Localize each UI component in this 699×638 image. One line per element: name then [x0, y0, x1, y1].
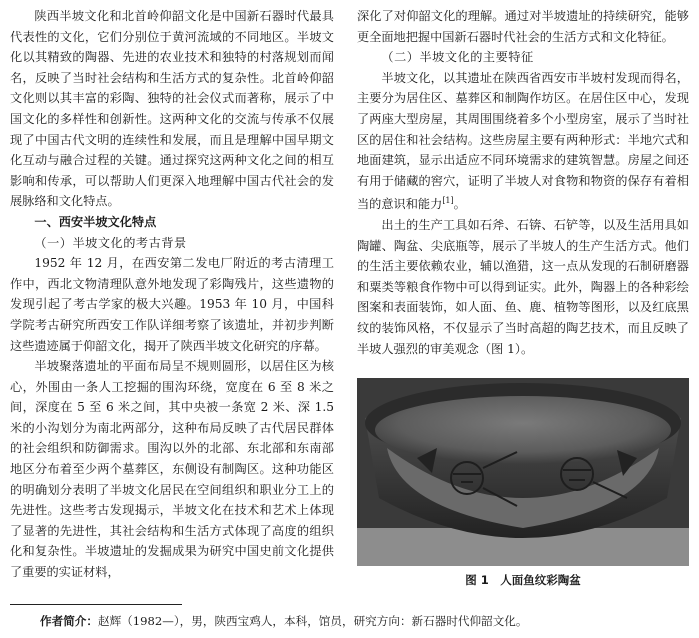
citation-ref[interactable]: [1] [442, 196, 454, 206]
subsection-heading-features: （二）半坡文化的主要特征 [381, 50, 534, 65]
painted-pottery-basin-image [357, 378, 689, 566]
figure-image [357, 378, 689, 566]
features-paragraph-1 [357, 68, 689, 215]
figure-caption: 图 1 人面鱼纹彩陶盆 [465, 573, 581, 587]
continuation-paragraph: 深化了对仰韶文化的理解。通过对半坡遗址的持续研究，能够更全面地把握中国新石器时代社会的生活方式和文化特征。 [357, 9, 689, 44]
right-column [357, 6, 689, 359]
intro-paragraph: 陕西半坡文化和北首岭仰韶文化是中国新石器时代最具代表性的文化，它们分别位于黄河流域的不同地区。半坡文化以其精致的陶器、先进的农业技术和独特的村落规划而闻名，反映了当时社会结构和生活方式的复杂性。北首岭仰韶文化则以其丰富的彩陶、独特的社会仪式而著称，展示了中国文化的多样性和创新性。这两种文化的交流与传承不仅展现了中国古代文明的连续性和发展，而且是理解中国早期文化互动与融合过程的关键。通过探究这两种文化之间的相互影响和传承，可以帮助人们更深入地理解中国古代社会的发展脉络和文化特点。 [10, 9, 334, 209]
footnote-rule [10, 604, 182, 605]
author-text: 赵辉（1982—），男，陕西宝鸡人，本科，馆员，研究方向：新石器时代仰韶文化。 [97, 614, 528, 628]
author-label: 作者简介： [40, 614, 98, 628]
background-paragraph-1: 1952 年 12 月，在西安第二发电厂附近的考古清理工作中，西北文物清理队意外地发现了彩陶残片，这些遗物的发现引起了考古学家的极大兴趣。1953 年 10 月，中国科学院考古研究所西安工作队详细考察了该遗址，并初步判断这些遗迹属于仰韶文化，揭开了陕西半坡文化研究的序幕。 [10, 256, 334, 353]
author-note [40, 613, 527, 629]
left-column [10, 6, 334, 583]
features-paragraph-2: 出土的生产工具如石斧、石锛、石铲等，以及生活用具如陶罐、陶盆、尖底瓶等，展示了半坡人的生产生活方式。他们的生活主要依赖农业，辅以渔猎，这一点从发现的石制研磨器和粟类等粮食作物中可以得到证实。此外，陶器上的各种彩绘图案和表面装饰，如人面、鱼、鹿、植物等图形，以及红底黑纹的装饰风格，不仅显示了当时高超的陶艺技术，而且反映了半坡人强烈的审美观念（图 1）。 [357, 218, 689, 356]
features-paragraph-1-text: 半坡文化，以其遗址在陕西省西安市半坡村发现而得名，主要分为居住区、墓葬区和制陶作坊区。在居住区中心，发现了两座大型房屋，其周围围绕着多个小型房室，展示了当时社区的居住和社会结构。这些房屋主要有两种形式：半地穴式和地面建筑，显示出适应不同环境需求的建筑智慧。房屋之间还有用于储藏的窖穴，证明了半坡人对食物和物资的保存有着相当的意识和能力 [357, 70, 689, 212]
section-heading: 一、西安半坡文化特点 [34, 214, 157, 229]
background-paragraph-2: 半坡聚落遗址的平面布局呈不规则圆形，以居住区为核心，外围由一条人工挖掘的围沟环绕，宽度在 6 至 8 米之间，深度在 5 至 6 米之间，其中央被一条宽 2 米、深 1.5 米的小沟划分为南北两部分，这种布局反映了古代居民群体的社会组织和防御需求。围沟以外的北部、东北部和东南部地区分布着至少两个墓葬区，东侧设有制陶区。这种功能区的明确划分表明了半坡文化居民在空间组织和职业分工上的先进性。这些考古发现揭示，半坡文化在技术和艺术上体现了显著的先进性，其社会结构和生活方式体现了高度的组织化和复杂性。半坡遗址的发掘成果为研究中国史前文化提供了重要的实证材料， [10, 359, 334, 580]
features-paragraph-1-end: 。 [453, 197, 466, 212]
subsection-heading-background: （一）半坡文化的考古背景 [34, 235, 187, 250]
